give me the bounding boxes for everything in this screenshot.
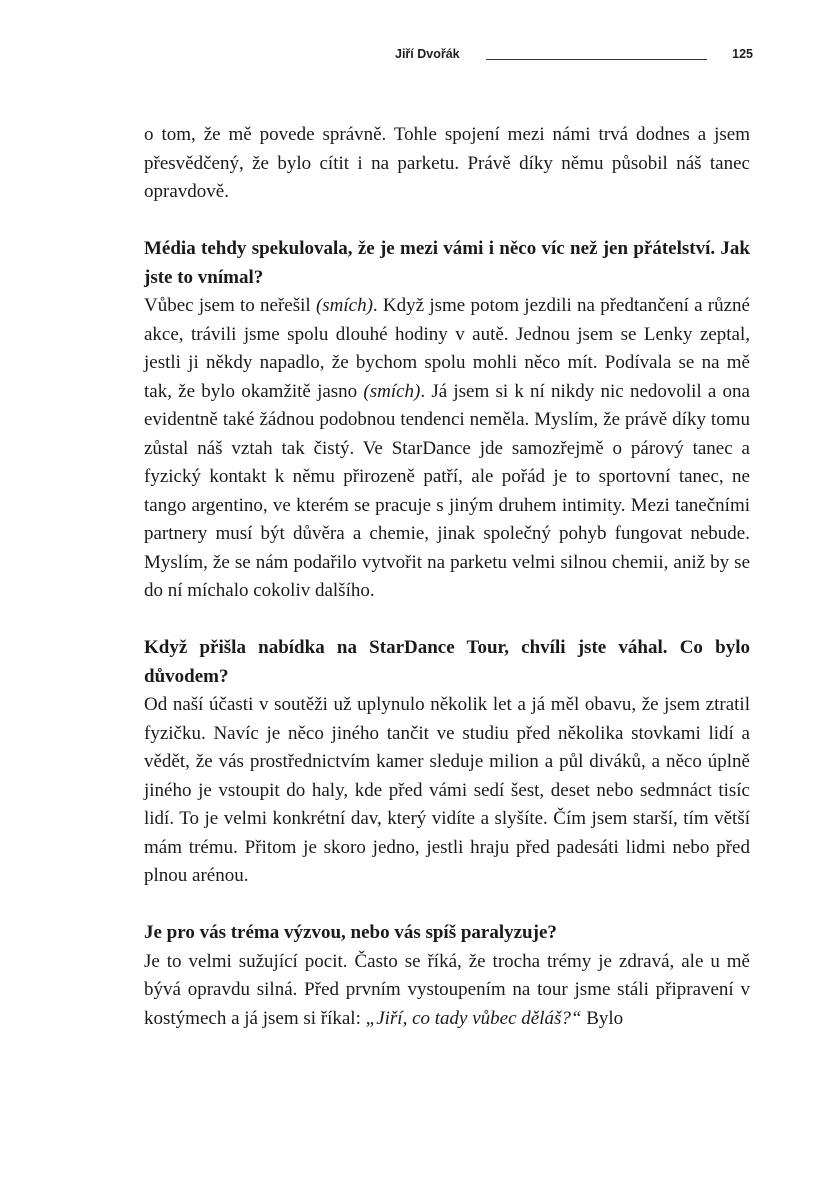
answer-1-aside-a: (smích) — [315, 295, 373, 316]
answer-1-aside-b: (smích) — [363, 380, 421, 402]
question-1: Média tehdy spekulovala, že je mezi vámi i něco víc než jen přátelství. Jak jste to vnímal? — [144, 238, 750, 288]
page-body — [144, 121, 750, 1033]
answer-1-text-b: . Když jsme potom jezdili na předtančení a různé akce, trávili jsme spolu dlouhé hodiny v autě. Jednou jsem se Lenky zeptal, jestli ji někdy napadlo, že bychom spolu mohli něco mít. Podívala se na mě tak, že bylo okamžitě jasno — [144, 295, 750, 402]
answer-3 — [144, 948, 750, 1034]
page-number: 125 — [732, 47, 753, 61]
header-author: Jiří Dvořák — [395, 47, 460, 61]
running-header — [395, 47, 753, 65]
question-3: Je pro vás tréma výzvou, nebo vás spíš paralyzuje? — [144, 922, 557, 943]
answer-1 — [144, 292, 750, 606]
answer-3-text-b: Bylo — [581, 1007, 624, 1029]
answer-3-quote: „Jiří, co tady vůbec děláš?“ — [365, 1007, 582, 1029]
intro-paragraph: o tom, že mě povede správně. Tohle spojení mezi námi trvá dodnes a jsem přesvědčený, že bylo cítit i na parketu. Právě díky němu působil náš tanec opravdově. — [144, 124, 750, 202]
answer-1-text-c: . Já jsem si k ní nikdy nic nedovolil a ona evidentně také žádnou podobnou tendenci neměla. Myslím, že právě díky tomu zůstal náš vztah tak čistý. Ve StarDance jde samozřejmě o párový tanec a fyzický kontakt k němu přirozeně patří, ale pořád je to sportovní tanec, ne tango argentino, ve kterém se pracuje s jiným druhem intimity. Mezi tanečními partnery musí být důvěra a chemie, jinak společný pohyb fungovat nebude. Myslím, že se nám podařilo vytvořit na parketu velmi silnou chemii, aniž by se do ní míchalo cokoliv dalšího. — [144, 380, 750, 601]
question-2: Když přišla nabídka na StarDance Tour, chvíli jste váhal. Co bylo důvodem? — [144, 637, 750, 687]
answer-3-text-a: Je to velmi sužující pocit. Často se říká, že trocha trémy je zdravá, ale u mě bývá opravdu silná. Před prvním vystoupením na tour jsme stáli připravení v kostýmech a já jsem si říkal: — [144, 950, 750, 1029]
header-rule — [486, 59, 707, 60]
answer-1-text-a: Vůbec jsem to neřešil — [144, 295, 316, 316]
answer-2: Od naší účasti v soutěži už uplynulo několik let a já měl obavu, že jsem ztratil fyzičku. Navíc je něco jiného tančit ve studiu před několika stovkami lidí a vědět, že vás prostřednictvím kamer sleduje milion a půl diváků, a něco úplně jiného je vstoupit do haly, kde před vámi sedí šest, deset nebo sedmnáct tisíc lidí. To je velmi konkrétní dav, který vidíte a slyšíte. Čím jsem starší, tím větší mám trému. Přitom je skoro jedno, jestli hraju před padesáti lidmi nebo před plnou arénou. — [144, 694, 750, 886]
